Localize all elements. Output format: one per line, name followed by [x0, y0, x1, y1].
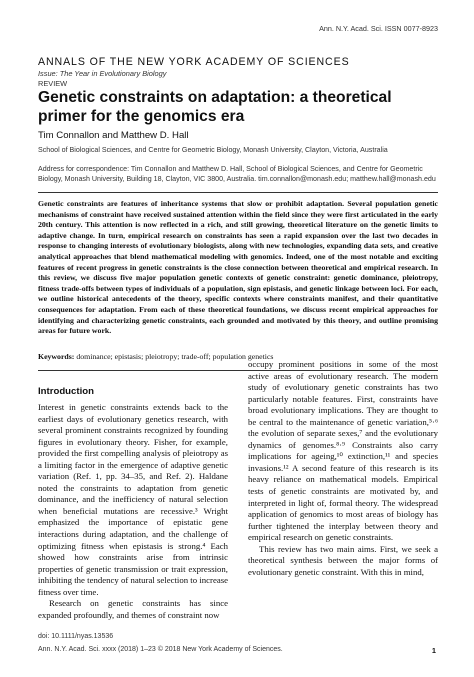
paragraph: This review has two main aims. First, we seek a theoretical synthesis between the major forms of evolutionary genetic constraint. With this in mind, — [248, 543, 438, 577]
journal-header — [38, 56, 438, 89]
footer-citation: Ann. N.Y. Acad. Sci. xxxx (2018) 1–23 © 2018 New York Academy of Sciences. — [38, 646, 283, 653]
section-heading-introduction: Introduction — [38, 386, 94, 397]
issue-line: Issue: The Year in Evolutionary Biology — [38, 69, 167, 78]
abstract-top-rule — [38, 192, 438, 193]
keywords-label: Keywords: — [38, 352, 75, 361]
paragraph: occupy prominent positions in some of the most active areas of evolutionary research. The modern study of evolutionary genetic constraints has two particularly notable features. First, constraints have broad evolutionary implications. They are thought to be central to the maintenance of genetic variation,⁵·⁶ the evolution of separate sexes,⁷ and the evolutionary dynamics of genomes.⁸·⁹ Constraints also carry implications for ageing,¹⁰ extinction,¹¹ and species invasions.¹² A second feature of this research is its heavy reliance on mathematical models. Empirical tests of genetic constraints are motivated by, and interpreted in light of, formal theory. The widespread application of genomics to most areas of biology has further tightened the interplay between theory and empirical research on genetic constraints. — [248, 359, 438, 543]
right-text-column — [248, 359, 438, 578]
article-title: Genetic constraints on adaptation: a theoretical primer for the genomics era — [38, 89, 392, 125]
page-number: 1 — [431, 646, 436, 655]
journal-reference: Ann. N.Y. Acad. Sci. ISSN 0077-8923 — [319, 24, 438, 33]
abstract: Genetic constraints are features of inheritance systems that slow or prohibit adaptation. Several population genetic mechanisms of constraint have received sustained attention within the field since they were first articulated in the early 20th century. This attention is now reflected in a rich, and still growing, theoretical literature on the genetic limits to adaptive change. In turn, empirical research on constraints has seen a rapid expansion over the last two decades in response to changing interests of evolutionary biologists, along with new technologies, expanding data sets, and creative analytical approaches that blend mathematical modeling with genomics. Indeed, one of the most notable and exciting features of recent progress in genetic constraints is the close connection between theoretical and empirical research. In this review, we discuss five major population genetic contexts of genetic constraint: genetic dominance, pleiotropy, fitness trade-offs between types of individuals of a population, sign epistasis, and genetic linkage between loci. For each, we outline historical antecedents of the theory, specific contexts where constraints manifest, and their quantitative consequences for adaptation. From each of these theoretical foundations, we discuss recent empirical approaches for identifying and characterizing genetic constraints, each grounded and motivated by this theory, and outline promising areas for future work. — [38, 199, 438, 336]
doi: doi: 10.1111/nyas.13536 — [38, 633, 114, 640]
correspondence-address: Address for correspondence: Tim Connallon and Matthew D. Hall, School of Biological Sciences, and Centre for Geometric Biology, Monash University, Building 18, Clayton, VIC 3800, Australia. tim.connallon@monash.edu; matthew.hall@monash.edu — [38, 165, 436, 183]
keywords-list: dominance; epistasis; pleiotropy; trade-off; population genetics — [76, 352, 274, 361]
paragraph: Interest in genetic constraints extends back to the earliest days of evolutionary genetics research, with several prominent constraints recognized by founding figures in evolutionary theory. Fisher, for example, provided the first compelling analysis of pleiotropy as a limiting factor in the emergence of adaptive genetic variation (Ref. 1, pp. 34–35, and Ref. 2). Haldane noted the constraints to adaptation from genetic dominance, and the inefficiency of natural selection when beneficial mutations are recessive.³ Wright emphasized the importance of epistatic gene interactions during adaptation, and the challenge of optimizing fitness when epistasis is strong.⁴ Each showed how constraints arise from intrinsic properties of genetic transmission or trait expression, inhibiting the tendency of natural selection to increase fitness over time. — [38, 402, 228, 597]
paragraph: Research on genetic constraints has since expanded profoundly, and themes of constraint now — [38, 598, 228, 620]
left-text-column — [38, 402, 228, 621]
affiliation: School of Biological Sciences, and Centre for Geometric Biology, Monash University, Clayton, Victoria, Australia — [38, 146, 388, 154]
article-type: REVIEW — [38, 79, 68, 88]
journal-name: ANNALS OF THE NEW YORK ACADEMY OF SCIENCES — [38, 56, 350, 68]
authors: Tim Connallon and Matthew D. Hall — [38, 130, 189, 141]
